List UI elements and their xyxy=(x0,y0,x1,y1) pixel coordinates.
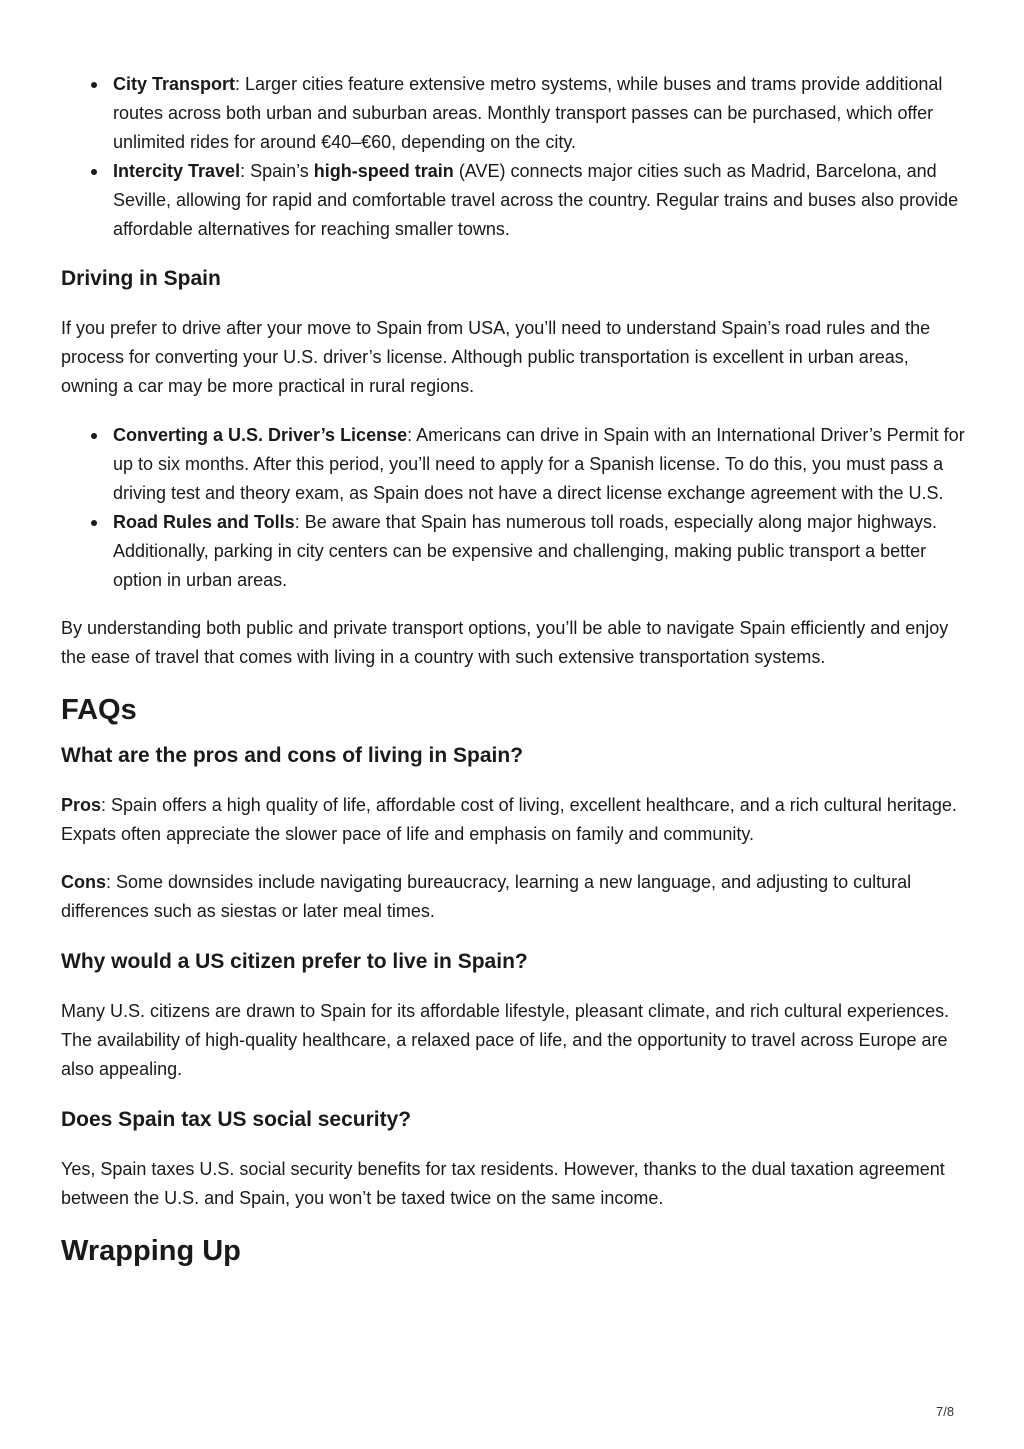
driving-intro: If you prefer to drive after your move to Spain from USA, you’ll need to understand Spain’s road rules and the process for converting your U.S. driver’s license. Although public transportation is excellent in urban areas, owning a car may be more practical in rural regions. xyxy=(61,318,931,396)
driving-closing: By understanding both public and private transport options, you’ll be able to navigate Spain efficiently and enjoy the ease of travel that comes with living in a country with such extensive transportation systems. xyxy=(61,618,949,667)
list-item-term: City Transport xyxy=(113,74,236,94)
list-item-road-rules xyxy=(113,508,966,595)
list-item-term: Intercity Travel xyxy=(113,161,241,181)
faq-answer-why-spain: Many U.S. citizens are drawn to Spain for its affordable lifestyle, pleasant climate, and rich cultural experiences. The availability of high-quality healthcare, a relaxed pace of life, and the opportunity to travel across Europe are also appealing. xyxy=(61,1001,950,1079)
faqs-heading: FAQs xyxy=(61,694,137,726)
list-item-term: Road Rules and Tolls xyxy=(113,512,295,532)
faq-question-why-spain: Why would a US citizen prefer to live in Spain? xyxy=(61,950,528,973)
transport-list xyxy=(61,70,966,244)
cons-text: : Some downsides include navigating bureaucracy, learning a new language, and adjusting to cultural differences such as siestas or later meal times. xyxy=(61,872,912,921)
list-item-city-transport xyxy=(113,70,966,157)
list-item-text: : Spain’s xyxy=(240,161,314,181)
faq-answer-tax: Yes, Spain taxes U.S. social security benefits for tax residents. However, thanks to the dual taxation agreement between the U.S. and Spain, you won’t be taxed twice on the same income. xyxy=(61,1159,945,1208)
faq-question-pros-cons: What are the pros and cons of living in Spain? xyxy=(61,744,524,767)
faq-answer-cons xyxy=(61,868,966,926)
list-item-license xyxy=(113,421,966,508)
pros-text: : Spain offers a high quality of life, affordable cost of living, excellent healthcare, and a rich cultural heritage. Expats often appreciate the slower pace of life and emphasis on family and community. xyxy=(61,795,957,844)
faq-answer-pros xyxy=(61,791,966,849)
page-number: 7/8 xyxy=(936,1404,955,1419)
list-item-text: : Americans can drive in Spain with an International Driver’s Permit for up to six months. After this period, you’ll need to apply for a Spanish license. To do this, you must pass a driving test and theory exam, as Spain does not have a direct license exchange agreement with the U.S. xyxy=(113,425,965,503)
driving-heading: Driving in Spain xyxy=(61,267,221,290)
cons-term: Cons xyxy=(61,872,106,892)
pros-term: Pros xyxy=(61,795,102,815)
list-item-text: : Larger cities feature extensive metro systems, while buses and trams provide additional routes across both urban and suburban areas. Monthly transport passes can be purchased, which offer unlimited rides for around €40–€60, depending on the city. xyxy=(113,74,943,152)
driving-list xyxy=(61,421,966,595)
list-item-inline-bold: high-speed train xyxy=(313,161,454,181)
list-item-intercity-travel xyxy=(113,157,966,244)
faq-question-tax: Does Spain tax US social security? xyxy=(61,1108,412,1131)
list-item-text: (AVE) connects major cities such as Madrid, Barcelona, and Seville, allowing for rapid and comfortable travel across the country. Regular trains and buses also provide affordable alternatives for reaching smaller towns. xyxy=(113,161,959,239)
wrapping-up-heading: Wrapping Up xyxy=(61,1235,241,1267)
document-page xyxy=(61,70,966,1269)
list-item-text: : Be aware that Spain has numerous toll roads, especially along major highways. Additionally, parking in city centers can be expensive and challenging, making public transport a better option in urban areas. xyxy=(113,512,938,590)
list-item-term: Converting a U.S. Driver’s License xyxy=(113,425,408,445)
